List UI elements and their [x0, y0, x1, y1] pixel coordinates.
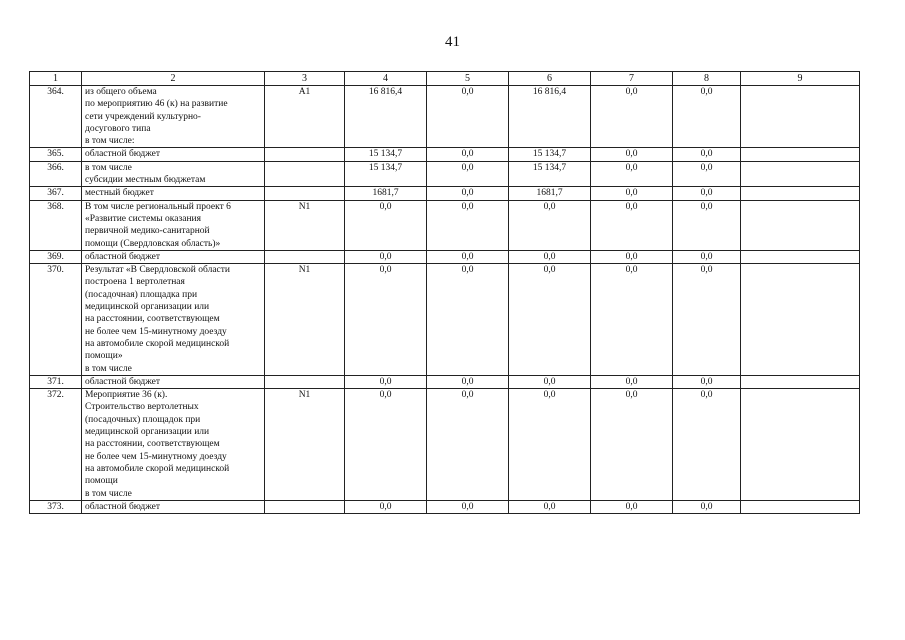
- row-col4: 16 816,4: [345, 86, 427, 148]
- row-col8: 0,0: [673, 264, 741, 376]
- row-col4: 0,0: [345, 250, 427, 263]
- row-number: 366.: [30, 161, 82, 187]
- row-name: из общего объема по мероприятию 46 (к) на развитие сети учреждений культурно- досугового типа в том числе:: [82, 86, 265, 148]
- row-col9: [741, 148, 860, 161]
- row-code: [265, 375, 345, 388]
- header-row: [30, 72, 860, 86]
- header-cell: 6: [509, 72, 591, 86]
- row-col7: 0,0: [591, 200, 673, 250]
- row-col5: 0,0: [427, 200, 509, 250]
- row-col5: 0,0: [427, 375, 509, 388]
- row-code: [265, 187, 345, 200]
- row-col9: [741, 500, 860, 513]
- table-row: [30, 148, 860, 161]
- row-col7: 0,0: [591, 161, 673, 187]
- row-name: Мероприятие 36 (к). Строительство вертолетных (посадочных) площадок при медицинской организации или на расстоянии, соответствующем не более чем 15-минутному доезду на автомобиле скорой медицинской помощи в том числе: [82, 389, 265, 501]
- row-col7: 0,0: [591, 389, 673, 501]
- row-col5: 0,0: [427, 389, 509, 501]
- row-col5: 0,0: [427, 161, 509, 187]
- row-col4: 1681,7: [345, 187, 427, 200]
- row-col8: 0,0: [673, 375, 741, 388]
- header-cell: 5: [427, 72, 509, 86]
- row-col9: [741, 375, 860, 388]
- row-col6: 0,0: [509, 375, 591, 388]
- row-number: 369.: [30, 250, 82, 263]
- row-col6: 0,0: [509, 200, 591, 250]
- row-name: В том числе региональный проект 6 «Развитие системы оказания первичной медико-санитарной помощи (Свердловская область)»: [82, 200, 265, 250]
- row-col5: 0,0: [427, 86, 509, 148]
- row-name: Результат «В Свердловской области построена 1 вертолетная (посадочная) площадка при медицинской организации или на расстоянии, соответствующем не более чем 15-минутному доезду на автомобиле скорой медицинской помощи» в том числе: [82, 264, 265, 376]
- row-col6: 0,0: [509, 264, 591, 376]
- table-row: [30, 375, 860, 388]
- row-col7: 0,0: [591, 250, 673, 263]
- row-code: [265, 500, 345, 513]
- row-code: [265, 148, 345, 161]
- row-col9: [741, 200, 860, 250]
- row-code: [265, 161, 345, 187]
- row-col4: 0,0: [345, 375, 427, 388]
- table-row: [30, 161, 860, 187]
- page-number: 41: [445, 34, 460, 50]
- row-col4: 0,0: [345, 389, 427, 501]
- row-col6: 16 816,4: [509, 86, 591, 148]
- row-col7: 0,0: [591, 187, 673, 200]
- row-col9: [741, 250, 860, 263]
- row-col4: 0,0: [345, 500, 427, 513]
- row-name: местный бюджет: [82, 187, 265, 200]
- row-col7: 0,0: [591, 500, 673, 513]
- row-code: N1: [265, 389, 345, 501]
- table-row: [30, 86, 860, 148]
- row-col6: 15 134,7: [509, 161, 591, 187]
- row-col6: 1681,7: [509, 187, 591, 200]
- header-cell: 9: [741, 72, 860, 86]
- row-code: А1: [265, 86, 345, 148]
- row-col7: 0,0: [591, 375, 673, 388]
- row-col8: 0,0: [673, 389, 741, 501]
- row-col5: 0,0: [427, 264, 509, 376]
- row-col9: [741, 264, 860, 376]
- row-col9: [741, 161, 860, 187]
- row-col6: 0,0: [509, 250, 591, 263]
- row-col6: 0,0: [509, 500, 591, 513]
- row-col5: 0,0: [427, 187, 509, 200]
- row-col7: 0,0: [591, 86, 673, 148]
- table-row: [30, 500, 860, 513]
- row-name: областной бюджет: [82, 375, 265, 388]
- row-code: N1: [265, 264, 345, 376]
- header-cell: 3: [265, 72, 345, 86]
- row-code: [265, 250, 345, 263]
- row-col4: 15 134,7: [345, 161, 427, 187]
- row-col4: 0,0: [345, 200, 427, 250]
- row-col6: 0,0: [509, 389, 591, 501]
- row-name: областной бюджет: [82, 500, 265, 513]
- table-row: [30, 264, 860, 376]
- header-cell: 8: [673, 72, 741, 86]
- row-number: 365.: [30, 148, 82, 161]
- row-col5: 0,0: [427, 500, 509, 513]
- row-number: 370.: [30, 264, 82, 376]
- row-col8: 0,0: [673, 86, 741, 148]
- row-name: областной бюджет: [82, 148, 265, 161]
- table-row: [30, 250, 860, 263]
- row-col8: 0,0: [673, 187, 741, 200]
- row-number: 364.: [30, 86, 82, 148]
- table-row: [30, 200, 860, 250]
- row-col8: 0,0: [673, 161, 741, 187]
- row-number: 367.: [30, 187, 82, 200]
- row-col9: [741, 389, 860, 501]
- budget-table: [29, 71, 860, 514]
- table-row: [30, 187, 860, 200]
- row-number: 373.: [30, 500, 82, 513]
- header-cell: 4: [345, 72, 427, 86]
- row-col4: 15 134,7: [345, 148, 427, 161]
- row-number: 368.: [30, 200, 82, 250]
- row-name: в том числе субсидии местным бюджетам: [82, 161, 265, 187]
- header-cell: 7: [591, 72, 673, 86]
- row-col8: 0,0: [673, 250, 741, 263]
- row-col9: [741, 86, 860, 148]
- table-row: [30, 389, 860, 501]
- row-col8: 0,0: [673, 148, 741, 161]
- row-col8: 0,0: [673, 500, 741, 513]
- row-col9: [741, 187, 860, 200]
- row-col4: 0,0: [345, 264, 427, 376]
- row-col5: 0,0: [427, 250, 509, 263]
- row-number: 371.: [30, 375, 82, 388]
- row-col7: 0,0: [591, 148, 673, 161]
- row-name: областной бюджет: [82, 250, 265, 263]
- row-number: 372.: [30, 389, 82, 501]
- row-col5: 0,0: [427, 148, 509, 161]
- header-cell: 2: [82, 72, 265, 86]
- header-cell: 1: [30, 72, 82, 86]
- row-col7: 0,0: [591, 264, 673, 376]
- row-code: N1: [265, 200, 345, 250]
- row-col6: 15 134,7: [509, 148, 591, 161]
- row-col8: 0,0: [673, 200, 741, 250]
